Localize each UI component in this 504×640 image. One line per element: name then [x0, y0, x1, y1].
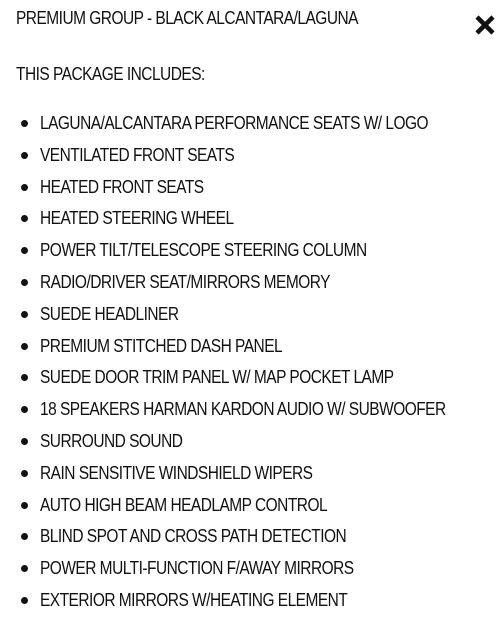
feature-label: EXTERIOR MIRRORS W/HEATING ELEMENT [40, 589, 348, 610]
feature-label: HEATED STEERING WHEEL [40, 208, 234, 229]
feature-label: LAGUNA/ALCANTARA PERFORMANCE SEATS W/ LOGO [40, 113, 429, 133]
bullet-icon [21, 247, 28, 254]
feature-label: SUEDE DOOR TRIM PANEL W/ MAP POCKET LAMP [40, 367, 394, 388]
close-button[interactable] [474, 14, 496, 36]
feature-label: PREMIUM STITCHED DASH PANEL [40, 335, 283, 356]
bullet-icon [21, 406, 28, 413]
feature-label: POWER TILT/TELESCOPE STEERING COLUMN [40, 240, 367, 261]
bullet-icon [21, 374, 28, 381]
feature-label: BLIND SPOT AND CROSS PATH DETECTION [40, 526, 347, 547]
bullet-icon [21, 215, 28, 222]
bullet-icon [21, 343, 28, 350]
package-title: PREMIUM GROUP - BLACK ALCANTARA/LAGUNA [16, 8, 358, 28]
feature-label: 18 SPEAKERS HARMAN KARDON AUDIO W/ SUBWOOFER [40, 399, 446, 420]
bullet-icon [21, 120, 28, 127]
feature-label: SUEDE HEADLINER [40, 303, 179, 324]
feature-label: SURROUND SOUND [40, 430, 183, 451]
feature-label: RAIN SENSITIVE WINDSHIELD WIPERS [40, 462, 313, 483]
feature-label: VENTILATED FRONT SEATS [40, 144, 235, 165]
bullet-icon [21, 533, 28, 540]
bullet-icon [21, 565, 28, 572]
bullet-icon [21, 279, 28, 286]
package-intro: THIS PACKAGE INCLUDES: [16, 64, 205, 84]
feature-label: RADIO/DRIVER SEAT/MIRRORS MEMORY [40, 271, 330, 292]
bullet-icon [21, 152, 28, 159]
feature-label: AUTO HIGH BEAM HEADLAMP CONTROL [40, 494, 328, 515]
bullet-icon [21, 470, 28, 477]
bullet-icon [21, 311, 28, 318]
close-icon [474, 14, 496, 36]
bullet-icon [21, 184, 28, 191]
bullet-icon [21, 597, 28, 604]
feature-label: HEATED FRONT SEATS [40, 176, 204, 197]
bullet-icon [21, 502, 28, 509]
feature-label: POWER MULTI-FUNCTION F/AWAY MIRRORS [40, 558, 354, 579]
bullet-icon [21, 438, 28, 445]
